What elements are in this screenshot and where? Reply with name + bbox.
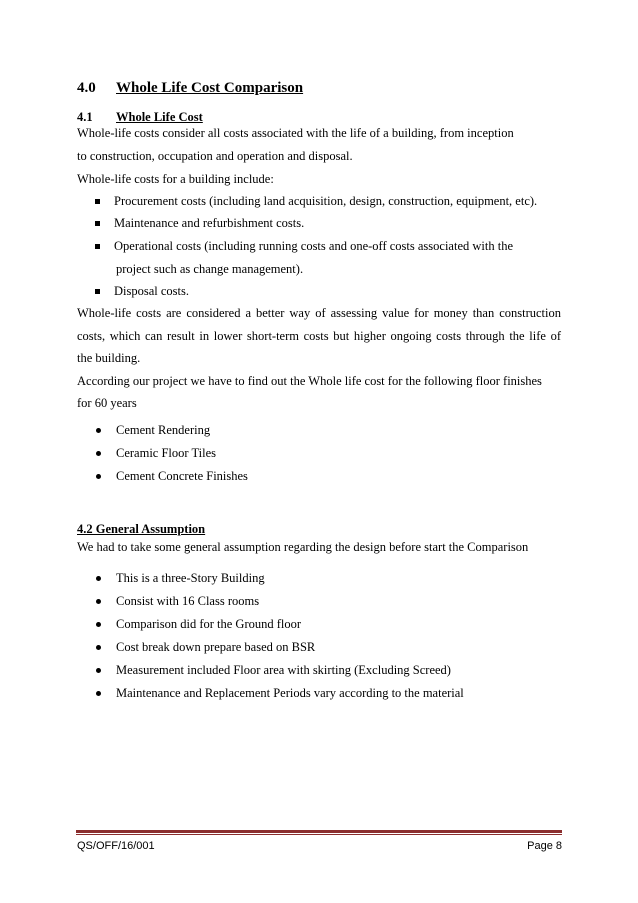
subsection-heading-4-2: 4.2 General Assumption [77, 522, 206, 536]
list-item-continuation: project such as change management). [116, 262, 304, 276]
body-line: to construction, occupation and operation and disposal. [77, 149, 353, 163]
body-line: We had to take some general assumption regarding the design before start the Comparison [77, 540, 529, 554]
round-bullet-icon [96, 428, 101, 433]
footer-reference: QS/OFF/16/001 [77, 840, 155, 852]
round-bullet-icon [96, 451, 101, 456]
square-bullet-icon [95, 199, 100, 204]
subsection-number: 4.1 [77, 110, 93, 124]
list-item: Consist with 16 Class rooms [96, 594, 259, 609]
round-bullet-icon [96, 474, 101, 479]
body-line: Whole-life costs for a building include: [77, 172, 274, 186]
square-bullet-icon [95, 289, 100, 294]
body-line: for 60 years [77, 396, 137, 410]
body-line: Whole-life costs consider all costs associated with the life of a building, from inception [77, 126, 514, 140]
list-item: Ceramic Floor Tiles [96, 446, 216, 461]
body-line: According our project we have to find out the Whole life cost for the following floor finishes [77, 374, 542, 388]
body-line: Whole-life costs are considered a better way of assessing value for money than construction [77, 306, 561, 320]
round-bullet-icon [96, 668, 101, 673]
list-item: Comparison did for the Ground floor [96, 617, 301, 632]
footer-divider-thin [76, 834, 562, 835]
round-bullet-icon [96, 599, 101, 604]
body-line: the building. [77, 351, 141, 365]
list-item: Measurement included Floor area with skirting (Excluding Screed) [96, 663, 451, 678]
list-item: Cost break down prepare based on BSR [96, 640, 315, 655]
square-bullet-icon [95, 221, 100, 226]
round-bullet-icon [96, 645, 101, 650]
round-bullet-icon [96, 622, 101, 627]
section-number: 4.0 [77, 80, 96, 96]
list-item: Maintenance and refurbishment costs. [95, 216, 304, 231]
section-title: Whole Life Cost Comparison [116, 80, 304, 96]
section-heading [77, 80, 303, 97]
footer-divider [76, 830, 562, 833]
page-number: Page 8 [527, 840, 562, 852]
list-item: Disposal costs. [95, 284, 189, 299]
subsection-heading-4-1 [77, 110, 203, 125]
round-bullet-icon [96, 576, 101, 581]
list-item: Operational costs (including running costs and one-off costs associated with the [95, 239, 513, 254]
body-line: costs, which can result in lower short-term costs but higher ongoing costs through the life of [77, 329, 561, 343]
round-bullet-icon [96, 691, 101, 696]
list-item: Procurement costs (including land acquisition, design, construction, equipment, etc). [95, 194, 537, 209]
list-item: Maintenance and Replacement Periods vary according to the material [96, 686, 464, 701]
list-item: Cement Rendering [96, 423, 210, 438]
square-bullet-icon [95, 244, 100, 249]
list-item: This is a three-Story Building [96, 571, 265, 586]
subsection-title: Whole Life Cost [116, 110, 203, 124]
list-item: Cement Concrete Finishes [96, 469, 248, 484]
